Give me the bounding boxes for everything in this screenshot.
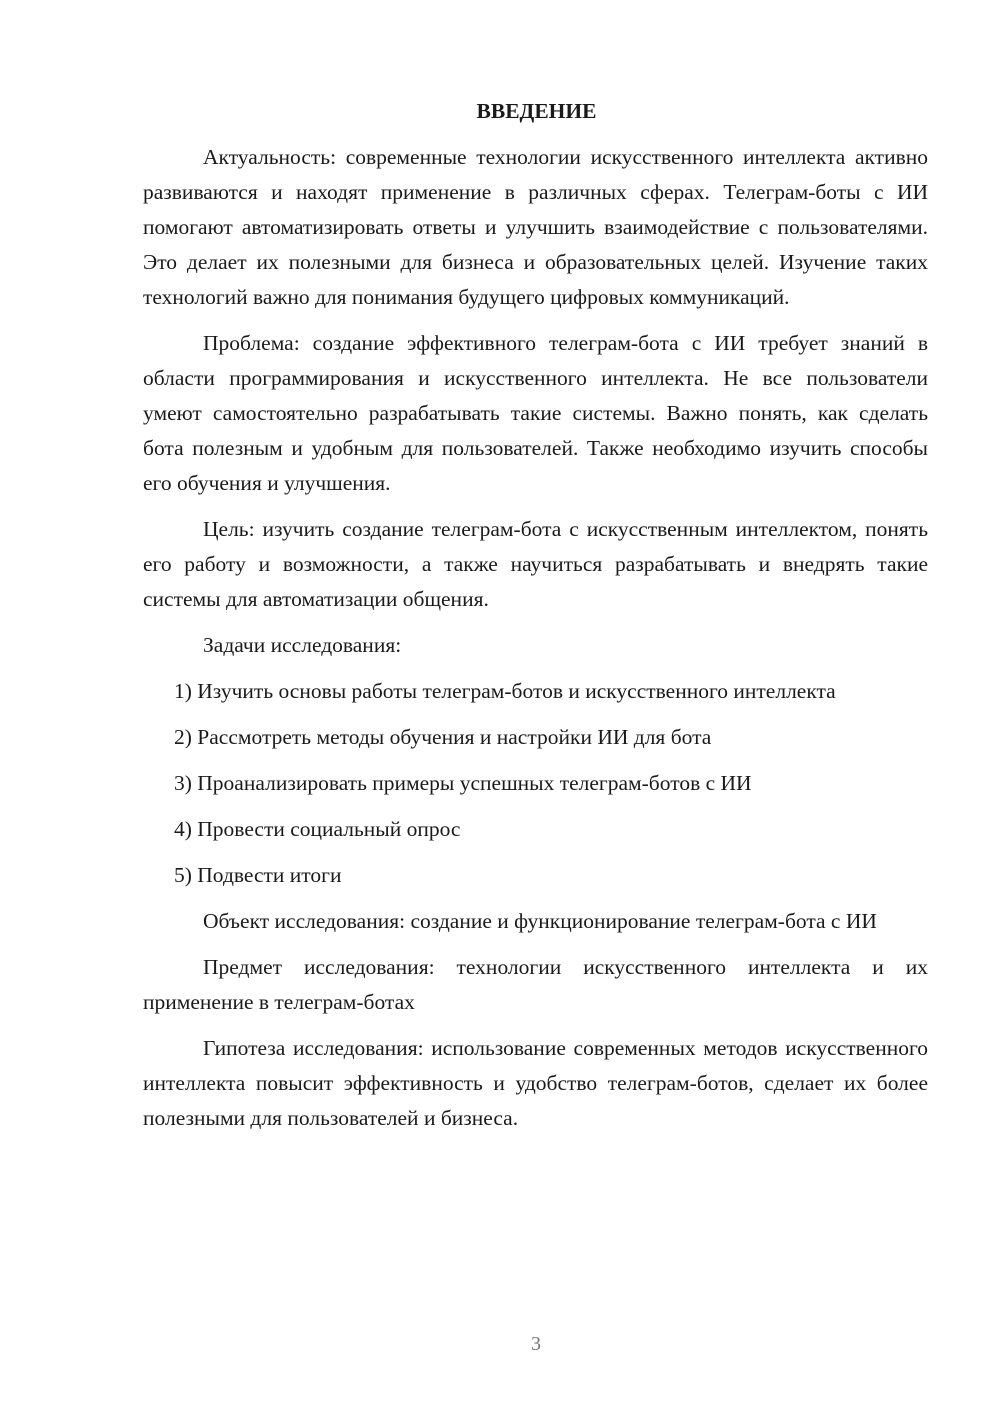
page-number: 3 [531, 1333, 541, 1355]
goal-paragraph: Цель: изучить создание телеграм-бота с искусственным интеллектом, понять его работу и возможности, а также научиться разрабатывать и внедрять такие системы для автоматизации общения. [143, 517, 928, 611]
object-paragraph: Объект исследования: создание и функционирование телеграм-бота с ИИ [203, 909, 877, 933]
section-title: ВВЕДЕНИЕ [476, 99, 597, 123]
problem-paragraph: Проблема: создание эффективного телеграм-бота с ИИ требует знаний в области программирования и искусственного интеллекта. Не все пользователи умеют самостоятельно разрабатывать такие системы. Важно понять, как сделать бота полезным и удобным для пользователей. Также необходимо изучить способы его обучения и улучшения. [143, 331, 928, 495]
subject-paragraph: Предмет исследования: технологии искусственного интеллекта и их применение в телеграм-ботах [143, 955, 928, 1014]
hypothesis-paragraph: Гипотеза исследования: использование современных методов искусственного интеллекта повысит эффективность и удобство телеграм-ботов, сделает их более полезными для пользователей и бизнеса. [143, 1036, 928, 1130]
task-item: 2) Рассмотреть методы обучения и настройки ИИ для бота [174, 725, 712, 749]
relevance-paragraph: Актуальность: современные технологии искусственного интеллекта активно развиваются и находят применение в различных сферах. Телеграм-боты с ИИ помогают автоматизировать ответы и улучшить взаимодействие с пользователями. Это делает их полезными для бизнеса и образовательных целей. Изучение таких технологий важно для понимания будущего цифровых коммуникаций. [143, 145, 928, 309]
tasks-heading: Задачи исследования: [203, 633, 402, 657]
task-item: 5) Подвести итоги [174, 863, 342, 887]
page-content [143, 94, 928, 1147]
task-item: 1) Изучить основы работы телеграм-ботов и искусственного интеллекта [174, 679, 836, 703]
task-item: 3) Проанализировать примеры успешных телеграм-ботов с ИИ [174, 771, 752, 795]
task-item: 4) Провести социальный опрос [174, 817, 461, 841]
